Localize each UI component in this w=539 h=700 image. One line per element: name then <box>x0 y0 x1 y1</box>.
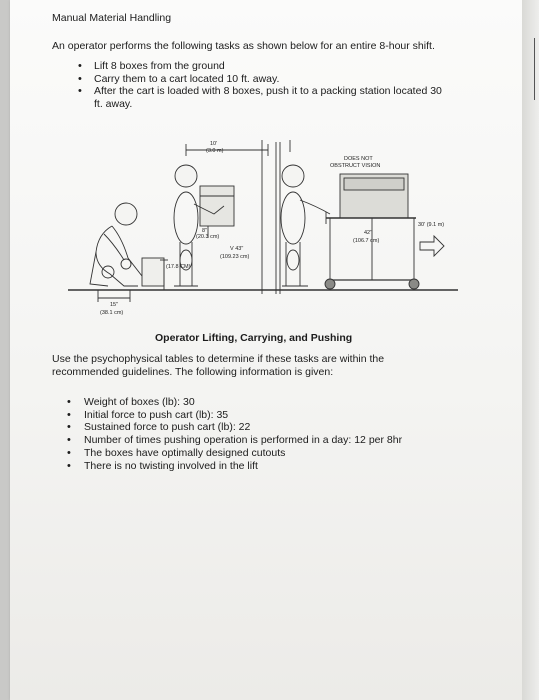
list-item: • Weight of boxes (lb): 30 <box>62 396 482 409</box>
operator-figure <box>68 134 458 324</box>
list-item: • Carry them to a cart located 10 ft. away. <box>72 73 452 86</box>
dim-42in: 42" <box>364 230 373 236</box>
dim-15in: 15" <box>110 302 119 308</box>
task-list <box>72 60 452 110</box>
given-list <box>62 396 482 472</box>
dim-42in-metric: (106.7 cm) <box>353 238 380 244</box>
dim-8in: 8" <box>202 228 208 234</box>
dim-43in-metric: (109.23 cm) <box>220 254 250 260</box>
dim-8in-metric: (20.3 cm) <box>196 234 220 240</box>
list-item: • The boxes have optimally designed cutouts <box>62 447 482 460</box>
dim-10ft: 10' <box>210 141 218 147</box>
dim-15in-metric: (38.1 cm) <box>100 310 124 316</box>
intro-paragraph: An operator performs the following tasks as shown below for an entire 8-hour shift. <box>52 40 435 52</box>
list-item: • There is no twisting involved in the lift <box>62 460 482 473</box>
page-title: Manual Material Handling <box>52 12 172 24</box>
next-page-edge <box>522 0 539 700</box>
dim-43in: V 43" <box>230 246 244 252</box>
figure-caption: Operator Lifting, Carrying, and Pushing <box>155 332 353 344</box>
dim-7in-metric: (17.8 CM) <box>166 264 191 270</box>
list-item: • Lift 8 boxes from the ground <box>72 60 452 73</box>
list-item: • Number of times pushing operation is performed in a day: 12 per 8hr <box>62 434 482 447</box>
dim-10ft-metric: (3.0 m) <box>206 148 224 154</box>
obstruct-vision-label: OBSTRUCT VISION <box>330 163 381 169</box>
question-paragraph: Use the psychophysical tables to determine if these tasks are within the recommended guidelines. The following information is given: <box>52 353 385 378</box>
list-item: • After the cart is loaded with 8 boxes, push it to a packing station located 30 ft. away. <box>72 85 452 110</box>
list-item: • Sustained force to push cart (lb): 22 <box>62 421 482 434</box>
does-not-label: DOES NOT <box>344 156 373 162</box>
list-item: • Initial force to push cart (lb): 35 <box>62 409 482 422</box>
dim-30ft: 30' (9.1 m) <box>418 222 445 228</box>
